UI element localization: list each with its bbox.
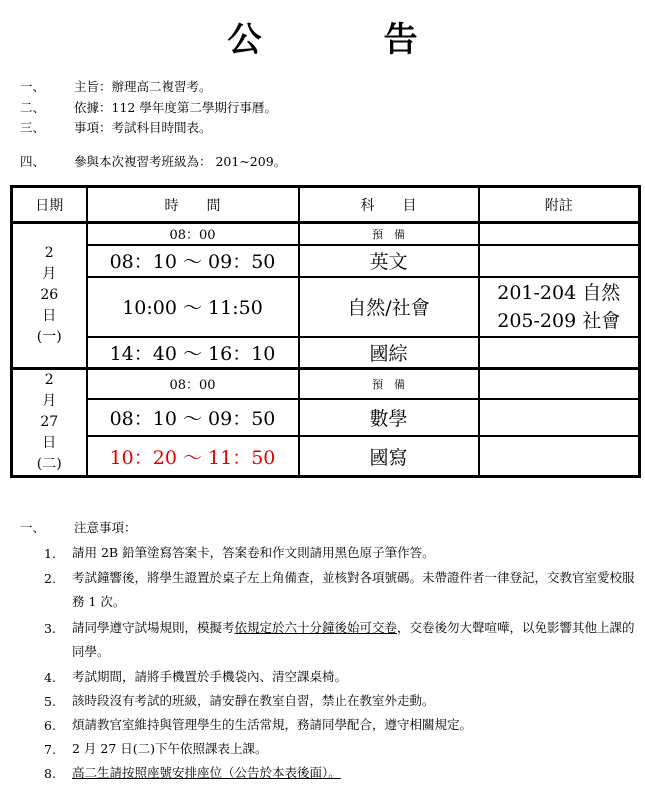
date-day-num: 26	[40, 287, 59, 303]
header-number: 一、	[20, 79, 46, 94]
rule-text-underlined: 依規定於六十分鐘後始可交卷	[234, 620, 398, 635]
exam-schedule-table	[10, 185, 641, 478]
table-row	[12, 436, 640, 476]
subject-cell: 國寫	[299, 436, 479, 476]
item-text: 考試鐘響後，將學生證置於桌子左上角備查，並核對各項號碼。未帶證件者一律登記，交教官室愛校服務 1 次。	[72, 570, 635, 609]
header-text: 主旨：辦理高二複習考。	[74, 79, 212, 94]
header-number: 三、	[20, 120, 46, 135]
time-cell: 10:00 ～ 11:50	[87, 277, 299, 337]
item-number: 1.	[44, 546, 56, 561]
subject-cell: 英文	[299, 245, 479, 277]
date-month-char: 月	[42, 393, 57, 409]
item-text: 請用 2B 鉛筆塗寫答案卡，答案卷和作文則請用黑色原子筆作答。	[72, 545, 435, 560]
notes-heading-text: 注意事項：	[74, 520, 137, 535]
date-weekday: (二)	[36, 456, 62, 472]
header-number: 二、	[20, 100, 46, 115]
item-number: 6.	[44, 718, 56, 733]
item-text: 該時段沒有考試的班級，請安靜在教室自習，禁止在教室外走動。	[72, 693, 435, 708]
date-cell-day2	[12, 369, 87, 477]
item-number: 5.	[44, 694, 56, 709]
item-text: 2 月 27 日(二)下午依照課表上課。	[72, 741, 268, 756]
page-title: 公 告	[227, 20, 462, 60]
table-row	[12, 245, 640, 277]
table-row	[12, 369, 640, 399]
subject-cell: 預 備	[299, 369, 479, 399]
subject-cell: 數學	[299, 399, 479, 436]
time-cell: 14：40 ～ 16：10	[87, 337, 299, 369]
date-day-char: 日	[42, 308, 57, 324]
date-weekday: (一)	[36, 329, 62, 345]
item-number: 3.	[44, 621, 56, 636]
date-day-num: 27	[40, 414, 59, 430]
item-text: 煩請教官室維持與管理學生的生活常規，務請同學配合，遵守相關規定。	[72, 717, 473, 732]
note-cell	[479, 436, 640, 476]
time-cell-highlighted: 10：20 ～ 11：50	[87, 436, 299, 476]
subject-cell: 自然/社會	[299, 277, 479, 337]
header-text: 參與本次複習考班級為： 201~209。	[74, 154, 287, 169]
note-line-science: 201-204 自然	[497, 281, 621, 304]
note-cell	[479, 399, 640, 436]
subject-cell: 預 備	[299, 223, 479, 245]
date-month-char: 月	[42, 266, 57, 282]
header-text: 依據：112 學年度第二學期行事曆。	[74, 100, 277, 115]
subject-cell: 國綜	[299, 337, 479, 369]
note-cell	[479, 277, 640, 337]
header-line-purpose	[0, 78, 645, 96]
time-cell: 08：10 ～ 09：50	[87, 399, 299, 436]
date-cell-day1	[12, 223, 87, 369]
time-cell: 08：10 ～ 09：50	[87, 245, 299, 277]
date-month-num: 2	[44, 245, 54, 261]
header-text: 事項：考試科目時間表。	[74, 120, 212, 135]
note-cell	[479, 337, 640, 369]
time-cell: 08：00	[87, 369, 299, 399]
table-row	[12, 337, 640, 369]
item-number: 7.	[44, 742, 56, 757]
item-text: 高二生請按照座號安排座位（公告於本表後面）。	[72, 765, 341, 780]
header-time: 時 間	[87, 187, 299, 223]
item-number: 8.	[44, 766, 56, 781]
table-row	[12, 223, 640, 245]
date-day-char: 日	[42, 435, 57, 451]
header-line-classes	[0, 153, 645, 171]
table-row	[12, 277, 640, 337]
table-row	[12, 399, 640, 436]
note-cell	[479, 245, 640, 277]
table-header-row	[12, 187, 640, 223]
item-number: 4.	[44, 670, 56, 685]
header-line-basis	[0, 99, 645, 117]
notes-number: 一、	[20, 520, 46, 535]
header-number: 四、	[20, 154, 46, 169]
rule-text-pre: 請同學遵守試場規則，模擬考	[72, 620, 235, 635]
note-line-social: 205-209 社會	[497, 309, 621, 332]
note-cell	[479, 223, 640, 245]
item-number: 2.	[44, 571, 56, 586]
note-cell	[479, 369, 640, 399]
header-line-matter	[0, 119, 645, 137]
rule-text-post: ，交卷後勿大聲喧嘩，以免影響其他上課的同學。	[72, 620, 635, 659]
time-cell: 08：00	[87, 223, 299, 245]
item-text: 考試期間，請將手機置於手機袋內、清空課桌椅。	[72, 669, 348, 684]
date-month-num: 2	[44, 372, 54, 388]
header-date: 日期	[12, 187, 87, 223]
item-text	[72, 616, 638, 664]
header-note: 附註	[479, 187, 640, 223]
header-subject: 科 目	[299, 187, 479, 223]
